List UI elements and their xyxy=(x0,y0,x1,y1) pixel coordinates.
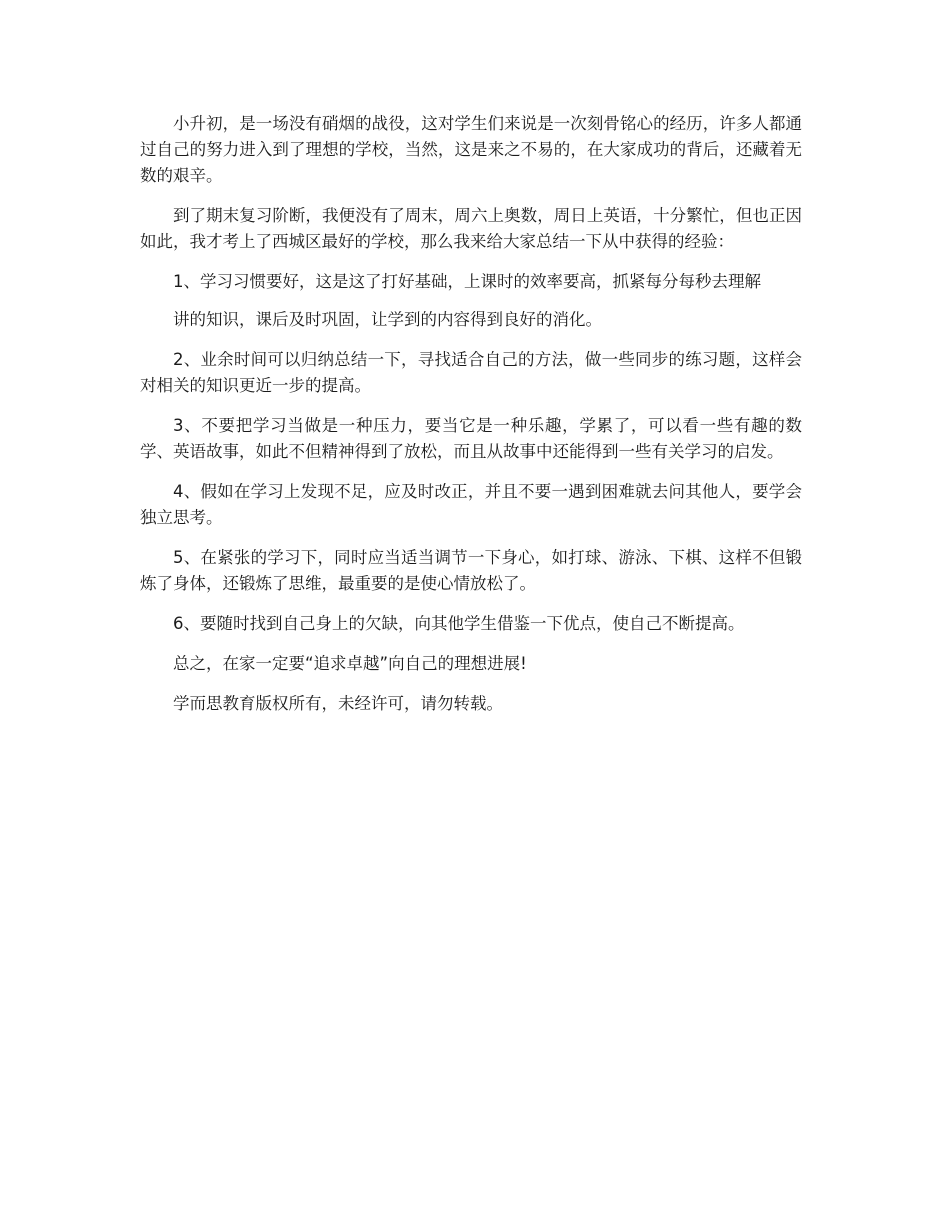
document-page xyxy=(140,111,802,731)
review-paragraph: 到了期末复习阶断，我便没有了周末，周六上奥数，周日上英语，十分繁忙，但也正因如此，我才考上了西城区最好的学校，那么我来给大家总结一下从中获得的经验： xyxy=(140,206,802,251)
intro-paragraph: 小升初，是一场没有硝烟的战役，这对学生们来说是一次刻骨铭心的经历，许多人都通过自己的努力进入到了理想的学校，当然，这是来之不易的，在大家成功的背后，还藏着无数的艰辛。 xyxy=(140,114,802,185)
tip-5-paragraph: 5、在紧张的学习下，同时应当适当调节一下身心，如打球、游泳、下棋、这样不但锻炼了身体，还锻炼了思维，最重要的是使心情放松了。 xyxy=(140,548,802,593)
tip-2-paragraph: 2、业余时间可以归纳总结一下，寻找适合自己的方法，做一些同步的练习题，这样会对相关的知识更近一步的提高。 xyxy=(140,350,802,395)
copyright-notice: 学而思教育版权所有，未经许可，请勿转载。 xyxy=(173,694,503,713)
tip-3-paragraph: 3、不要把学习当做是一种压力，要当它是一种乐趣，学累了，可以看一些有趣的数学、英语故事，如此不但精神得到了放松，而且从故事中还能得到一些有关学习的启发。 xyxy=(140,416,802,461)
tip-1-continuation: 讲的知识，课后及时巩固，让学到的内容得到良好的消化。 xyxy=(173,310,602,329)
tip-1-paragraph: 1、学习习惯要好，这是这了打好基础，上课时的效率要高，抓紧每分每秒去理解 xyxy=(173,272,761,291)
tip-6-paragraph: 6、要随时找到自己身上的欠缺，向其他学生借鉴一下优点，使自己不断提高。 xyxy=(173,614,745,633)
conclusion-paragraph: 总之，在家一定要“追求卓越”向自己的理想进展! xyxy=(173,654,527,673)
tip-4-paragraph: 4、假如在学习上发现不足，应及时改正，并且不要一遇到困难就去问其他人，要学会独立思考。 xyxy=(140,482,802,527)
